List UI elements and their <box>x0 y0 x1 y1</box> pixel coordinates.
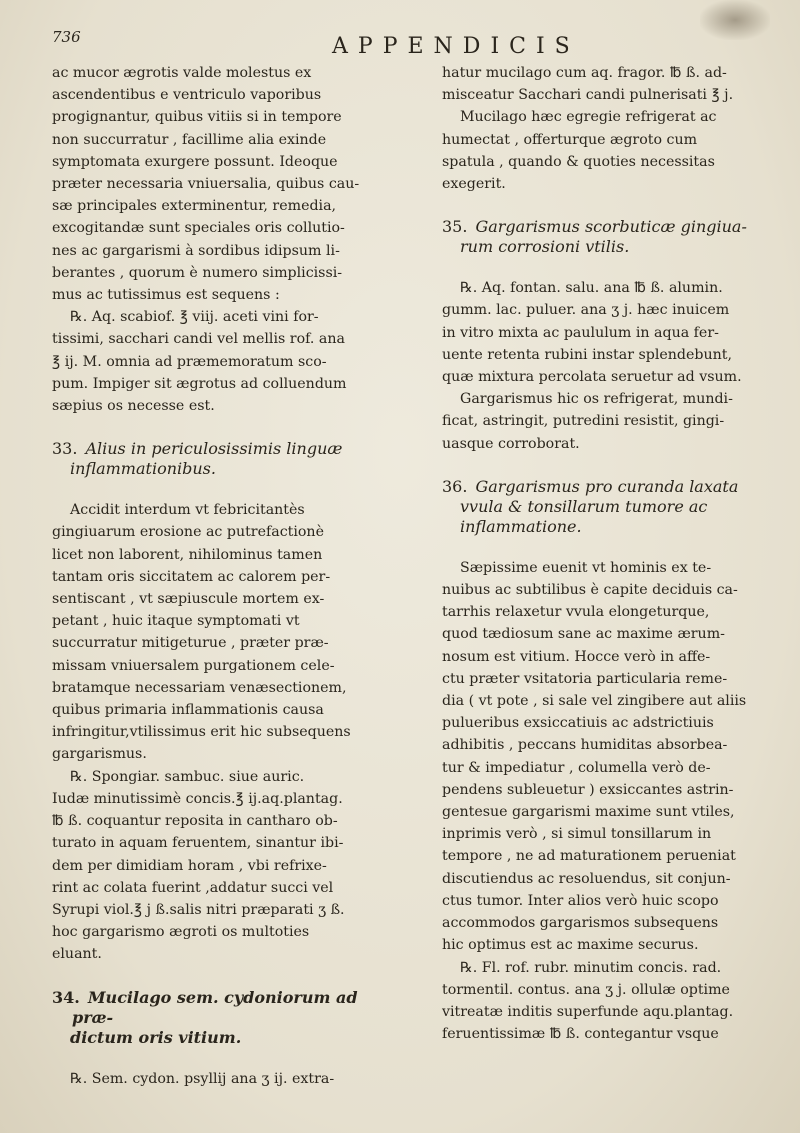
section-number: 36. <box>442 476 468 496</box>
text-line: quod tædiosum sane ac maxime ærum- <box>442 626 725 643</box>
text-line: dia ( vt pote , si sale vel zingibere aut aliis <box>442 693 747 710</box>
text-line: inprimis verò , si simul tonsillarum in <box>442 826 712 843</box>
text-line: vitreatæ inditis superfunde aqu.plantag. <box>442 1003 734 1020</box>
text-line: ℞. Aq. scabiof. ℥ viij. aceti vini for- <box>70 309 319 326</box>
text-line: tantam oris siccitatem ac calorem per- <box>52 568 331 585</box>
text-line: Mucilago hæc egregie refrigerat ac <box>460 109 717 126</box>
section-number: 35. <box>442 217 468 237</box>
heading-line: inflammationibus. <box>70 459 216 479</box>
heading-line: Gargarismus scorbuticæ gingiua- <box>475 217 747 237</box>
text-line: rint ac colata fuerint ,addatur succi vel <box>52 879 334 896</box>
text-line: gentesue gargarismi maxime sunt vtiles, <box>442 804 735 821</box>
text-line: tur & impediatur , columella verò de- <box>442 759 711 776</box>
left-column <box>52 62 390 1090</box>
text-line: nuibus ac subtilibus è capite deciduis ca- <box>442 582 738 599</box>
text-line: ℞. Spongiar. sambuc. siue auric. <box>70 768 305 785</box>
heading-line: inflammatione. <box>460 516 582 536</box>
text-line: uasque corroborat. <box>442 435 580 452</box>
text-line: ascendentibus e ventriculo vaporibus <box>52 87 322 104</box>
text-line: tormentil. contus. ana ʒ j. ollulæ optime <box>442 981 730 998</box>
text-line: berantes , quorum è numero simplicissi- <box>52 264 343 281</box>
text-line: ℞. Fl. rof. rubr. minutim concis. rad. <box>460 959 722 976</box>
text-line: gingiuarum erosione ac putrefactionè <box>52 524 324 541</box>
text-line: ℔ ß. coquantur reposita in cantharo ob- <box>52 813 338 830</box>
text-line: hic optimus est ac maxime securus. <box>442 937 699 954</box>
text-line: pulueribus exsiccatiuis ac adstrictiuis <box>442 715 714 732</box>
text-line: sæpius os necesse est. <box>52 398 215 415</box>
right-column <box>442 62 780 1045</box>
text-line: in vitro mixta ac paululum in aqua fer- <box>442 324 719 341</box>
text-line: pum. Impiger sit ægrotus ad colluendum <box>52 375 347 392</box>
text-line: eluant. <box>52 946 102 963</box>
section-number: 33. <box>52 439 78 459</box>
page-number: 736 <box>52 28 81 46</box>
section-heading-34 <box>52 988 390 1048</box>
text-line: discutiendus ac resoluendus, sit conjun- <box>442 870 731 887</box>
text-line: hoc gargarismo ægroti os multoties <box>52 924 310 941</box>
heading-line: rum corrosioni vtilis. <box>460 237 630 257</box>
text-line: ctu præter vsitatoria particularia reme- <box>442 670 728 687</box>
text-line: ℞. Sem. cydon. psyllij ana ʒ ij. extra- <box>70 1070 335 1087</box>
section-heading-35 <box>442 217 780 257</box>
text-line: feruentissimæ ℔ ß. contegantur vsque <box>442 1026 719 1043</box>
recipe-paragraph <box>52 766 390 966</box>
text-line: progignantur, quibus vitiis si in tempore <box>52 109 342 126</box>
section-number: 34. <box>52 987 80 1007</box>
text-line: Gargarismus hic os refrigerat, mundi- <box>460 391 733 408</box>
text-line: exegerit. <box>442 176 506 193</box>
heading-line: Alius in periculosissimis linguæ <box>85 439 343 459</box>
text-line: adhibitis , peccans humiditas absorbea- <box>442 737 728 754</box>
text-line: mus ac tutissimus est sequens : <box>52 287 280 304</box>
text-line: non succurratur , facillime alia exinde <box>52 131 327 148</box>
text-line: misceatur Sacchari candi pulnerisati ℥ j. <box>442 87 734 104</box>
heading-line: Mucilago sem. cydoniorum ad præ- <box>72 987 358 1027</box>
text-line: Accidit interdum vt febricitantès <box>70 502 305 519</box>
text-line: infringitur,vtilissimus erit hic subsequens <box>52 724 351 741</box>
text-line: sæ principales exterminentur, remedia, <box>52 198 337 215</box>
paragraph-continued <box>52 62 390 306</box>
text-line: ctus tumor. Inter alios verò huic scopo <box>442 892 719 909</box>
text-line: Syrupi viol.℥ j ß.salis nitri præparati ʒ ß. <box>52 901 345 918</box>
text-line: nosum est vitium. Hocce verò in affe- <box>442 648 711 665</box>
running-head: APPENDICIS <box>332 34 580 59</box>
heading-line: dictum oris vitium. <box>70 1027 242 1047</box>
text-line: præter necessaria vniuersalia, quibus cau- <box>52 176 360 193</box>
text-line: succurratur mitigeturue , præter præ- <box>52 635 329 652</box>
text-line: gargarismus. <box>52 746 147 763</box>
paragraph <box>52 499 390 765</box>
text-line: ℞. Aq. fontan. salu. ana ℔ ß. alumin. <box>460 280 723 297</box>
text-line: missam vniuersalem purgationem cele- <box>52 657 335 674</box>
text-line: ℥ ij. M. omnia ad præmemoratum sco- <box>52 353 327 370</box>
text-line: tempore , ne ad maturationem perueniat <box>442 848 736 865</box>
recipe-paragraph <box>442 277 780 455</box>
section-heading-33 <box>52 439 390 479</box>
text-line: licet non laborent, nihilominus tamen <box>52 546 323 563</box>
text-line: nes ac gargarismi à sordibus idipsum li- <box>52 242 340 259</box>
text-line: bratamque necessariam venæsectionem, <box>52 679 347 696</box>
text-line: symptomata exurgere possunt. Ideoque <box>52 153 338 170</box>
recipe-paragraph <box>52 306 390 417</box>
text-line: accommodos gargarismos subsequens <box>442 915 719 932</box>
text-line: quibus primaria inflammationis causa <box>52 702 324 719</box>
recipe-paragraph <box>442 957 780 1046</box>
text-line: Iudæ minutissimè concis.℥ ij.aq.plantag. <box>52 790 343 807</box>
section-heading-36 <box>442 477 780 537</box>
text-line: tarrhis relaxetur vvula elongeturque, <box>442 604 710 621</box>
text-line: dem per dimidiam horam , vbi refrixe- <box>52 857 327 874</box>
paragraph <box>442 557 780 957</box>
recipe-continued <box>442 62 780 195</box>
heading-line: Gargarismus pro curanda laxata <box>475 476 739 496</box>
text-line: tissimi, sacchari candi vel mellis rof. ana <box>52 331 345 348</box>
text-line: spatula , quando & quoties necessitas <box>442 153 715 170</box>
heading-line: vvula & tonsillarum tumore ac <box>460 496 708 516</box>
text-line: hatur mucilago cum aq. fragor. ℔ ß. ad- <box>442 65 727 81</box>
text-line: sentiscant , vt sæpiuscule mortem ex- <box>52 591 325 608</box>
text-line: turato in aquam feruentem, sinantur ibi- <box>52 835 344 852</box>
text-line: pendens subleuetur ) exsiccantes astrin- <box>442 781 734 798</box>
text-line: uente retenta rubini instar splendebunt, <box>442 346 732 363</box>
text-line: Sæpissime euenit vt hominis ex te- <box>460 559 712 576</box>
text-line: ficat, astringit, putredini resistit, gingi- <box>442 413 725 430</box>
text-line: quæ mixtura percolata seruetur ad vsum. <box>442 369 742 386</box>
text-line: petant , huic itaque symptomati vt <box>52 613 300 630</box>
text-line: ac mucor ægrotis valde molestus ex <box>52 65 312 81</box>
text-line: humectat , offerturque ægroto cum <box>442 131 698 148</box>
text-line: excogitandæ sunt speciales oris collutio- <box>52 220 345 237</box>
text-line: gumm. lac. puluer. ana ʒ j. hæc inuicem <box>442 302 730 319</box>
